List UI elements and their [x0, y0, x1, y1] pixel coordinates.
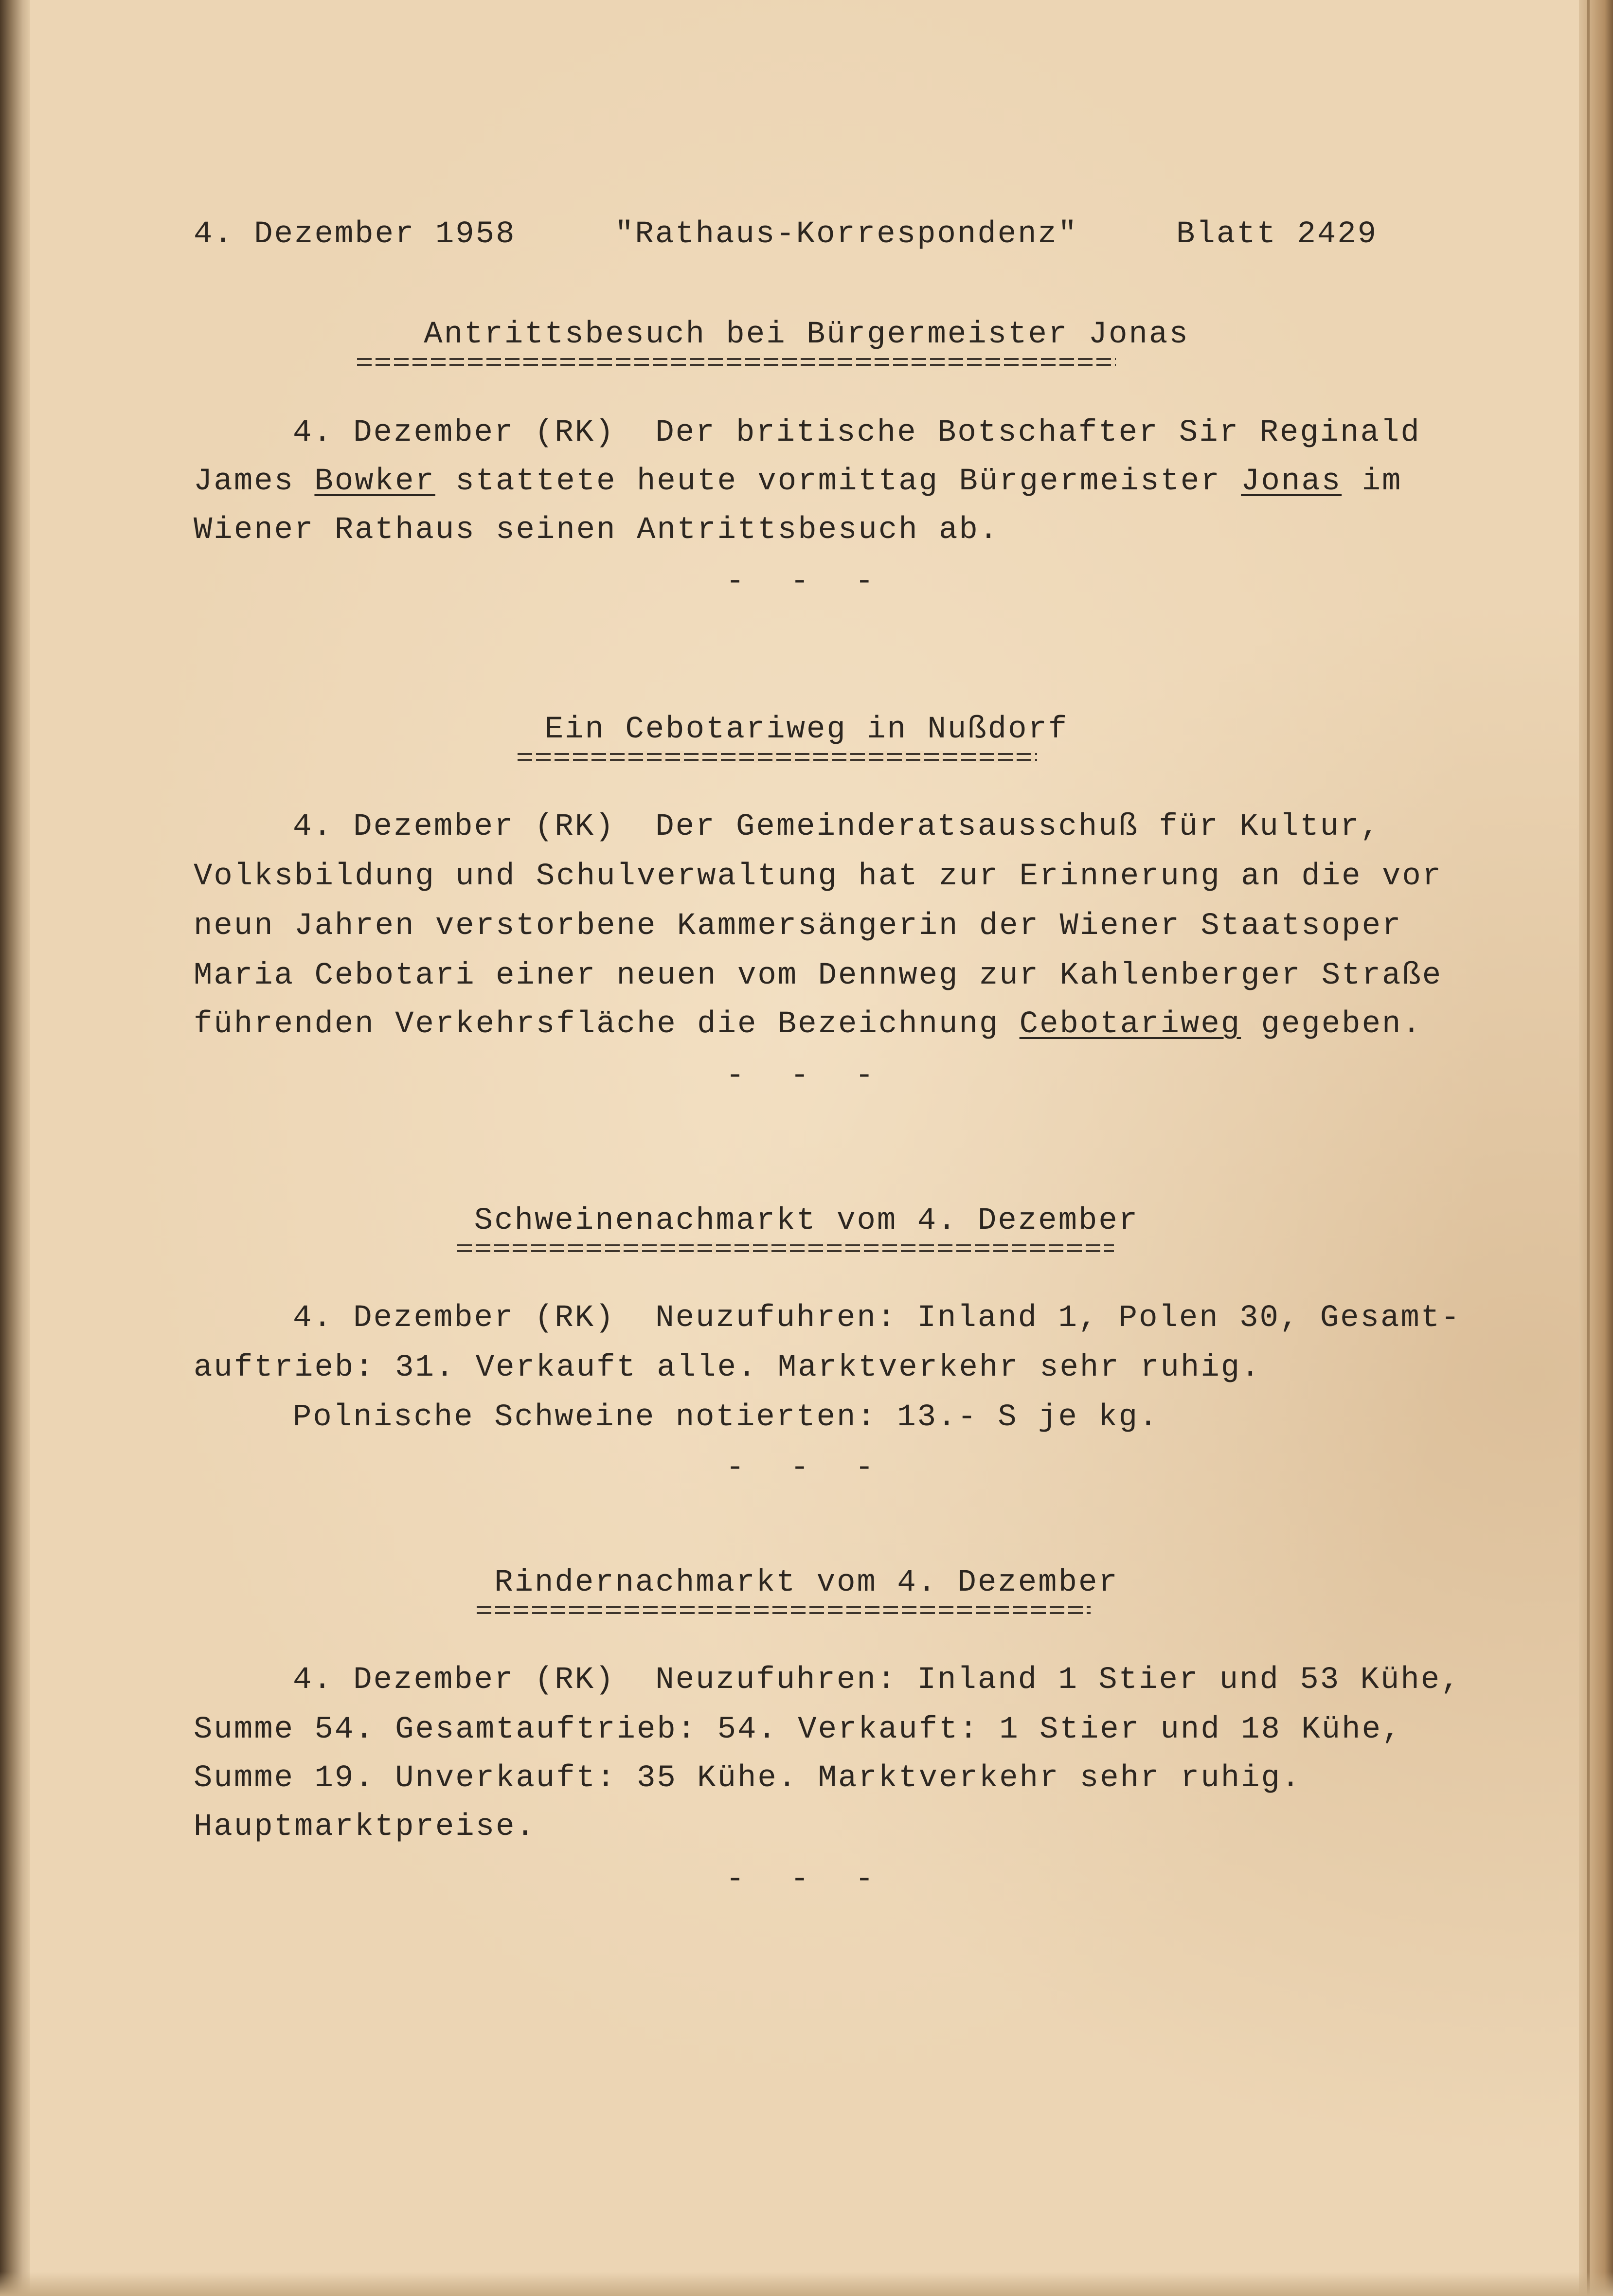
underlined-name: Cebotariweg: [1019, 1007, 1241, 1042]
article-line: [194, 457, 1402, 506]
text-run: im: [1342, 464, 1402, 499]
page-bottom-edge: [0, 2272, 1613, 2296]
article-line: Hauptmarktpreise.: [194, 1810, 536, 1845]
article-line: 4. Dezember (RK) Der Gemeinderatsausschuß für Kultur,: [293, 809, 1380, 844]
article-line: [194, 1000, 1422, 1049]
header-sheet-number: Blatt 2429: [1176, 217, 1378, 252]
article-line: Volksbildung und Schulverwaltung hat zur Erinnerung an die vor: [194, 859, 1443, 894]
article-line: neun Jahren verstorbene Kammersängerin der Wiener Staatsoper: [194, 909, 1402, 944]
title-double-rule: [457, 1242, 1114, 1254]
article-title-antrittsbesuch: Antrittsbesuch bei Bürgermeister Jonas: [424, 317, 1189, 352]
text-run: James: [194, 464, 315, 499]
article-line: Wiener Rathaus seinen Antrittsbesuch ab.: [194, 513, 1000, 548]
article-separator: - - -: [725, 564, 888, 599]
header-date: 4. Dezember 1958: [194, 217, 516, 252]
article-line: Maria Cebotari einer neuen vom Dennweg zur Kahlenberger Straße: [194, 958, 1443, 993]
header-source: "Rathaus-Korrespondenz": [615, 217, 1078, 252]
text-run: stattete heute vormittag Bürgermeister: [435, 464, 1241, 499]
text-run: führenden Verkehrsfläche die Bezeichnung: [194, 1007, 1020, 1042]
article-separator: - - -: [725, 1862, 888, 1897]
article-line: 4. Dezember (RK) Neuzufuhren: Inland 1 Stier und 53 Kühe,: [293, 1663, 1461, 1698]
text-run: gegeben.: [1241, 1007, 1422, 1042]
article-title-schweinenachmarkt: Schweinenachmarkt vom 4. Dezember: [474, 1203, 1139, 1238]
article-line: 4. Dezember (RK) Der britische Botschafter Sir Reginald: [293, 415, 1421, 450]
underlined-name: Jonas: [1241, 464, 1342, 499]
article-title-cebotariweg: Ein Cebotariweg in Nußdorf: [544, 712, 1069, 747]
article-line: 4. Dezember (RK) Neuzufuhren: Inland 1, Polen 30, Gesamt-: [293, 1301, 1461, 1336]
title-double-rule: [357, 356, 1116, 368]
article-separator: - - -: [725, 1451, 888, 1486]
article-separator: - - -: [725, 1058, 888, 1094]
article-line: Summe 54. Gesamtauftrieb: 54. Verkauft: 1 Stier und 18 Kühe,: [194, 1712, 1402, 1747]
article-line: auftrieb: 31. Verkauft alle. Marktverkehr sehr ruhig.: [194, 1350, 1261, 1385]
article-line: Summe 19. Unverkauft: 35 Kühe. Marktverkehr sehr ruhig.: [194, 1761, 1302, 1796]
article-line: Polnische Schweine notierten: 13.- S je kg.: [293, 1400, 1159, 1435]
title-double-rule: [518, 751, 1037, 763]
title-double-rule: [477, 1604, 1091, 1616]
underlined-name: Bowker: [314, 464, 435, 499]
article-title-rindernachmarkt: Rindernachmarkt vom 4. Dezember: [494, 1565, 1119, 1600]
